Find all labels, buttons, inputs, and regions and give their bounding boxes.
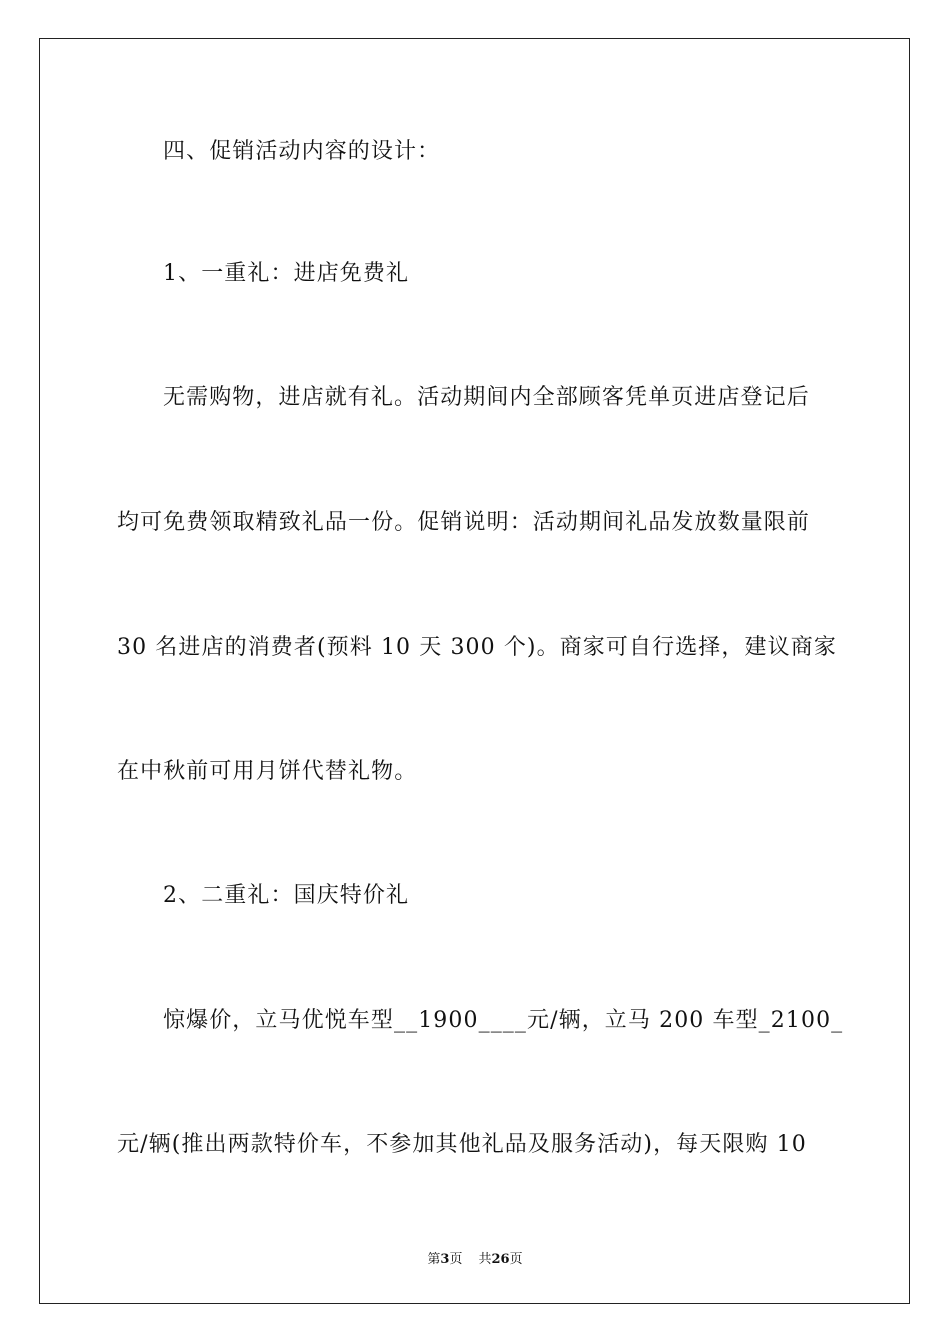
paragraph-line: 元/辆(推出两款特价车，不参加其他礼品及服务活动)，每天限购 10 [117, 1132, 807, 1157]
footer-page-prefix: 第 [427, 1252, 441, 1267]
footer-page-number: 3 [440, 1252, 450, 1267]
footer-page-suffix: 页 [449, 1252, 463, 1267]
paragraph-line: 无需购物，进店就有礼。活动期间内全部顾客凭单页进店登记后 [163, 385, 810, 410]
paragraph-line: 在中秋前可用月饼代替礼物。 [117, 759, 418, 784]
paragraph-line: 30 名进店的消费者(预料 10 天 300 个)。商家可自行选择，建议商家 [117, 635, 837, 660]
paragraph-line: 惊爆价，立马优悦车型__1900____元/辆，立马 200 车型_2100_ [163, 1008, 844, 1033]
page-footer [0, 1248, 950, 1267]
section-heading: 四、促销活动内容的设计： [163, 139, 441, 164]
paragraph-line: 均可免费领取精致礼品一份。促销说明：活动期间礼品发放数量限前 [117, 510, 811, 535]
page-border [39, 38, 910, 1304]
footer-total-suffix: 页 [509, 1252, 523, 1267]
footer-total-prefix: 共 [478, 1252, 492, 1267]
subheading-first-gift: 1、一重礼：进店免费礼 [163, 261, 410, 286]
footer-total-pages: 26 [491, 1252, 510, 1267]
subheading-second-gift: 2、二重礼：国庆特价礼 [163, 883, 410, 908]
